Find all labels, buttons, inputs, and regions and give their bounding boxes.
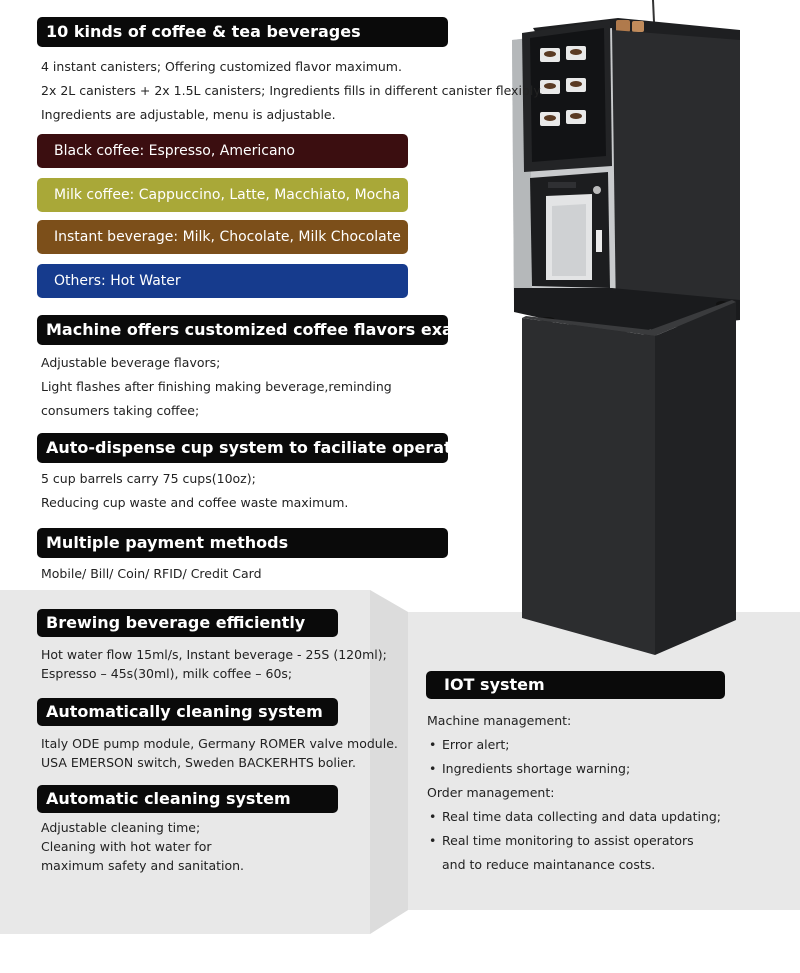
- cleaning-line-1: Adjustable cleaning time;: [41, 820, 201, 835]
- iot-bullet-monitoring-continued: and to reduce maintanance costs.: [442, 857, 656, 872]
- beverages-line-1: 4 instant canisters; Offering customized flavor maximum.: [41, 59, 402, 74]
- cups-line-2: Reducing cup waste and coffee waste maximum.: [41, 495, 349, 510]
- flavors-heading: Machine offers customized coffee flavors exactly: [37, 315, 448, 345]
- flavors-line-2: Light flashes after finishing making beverage,reminding: [41, 379, 392, 394]
- cleaning-description: [41, 818, 244, 875]
- category-black-coffee: Black coffee: Espresso, Americano: [37, 134, 408, 168]
- iot-order-management: Order management:: [427, 785, 555, 800]
- flavors-description: [41, 351, 392, 423]
- category-instant-beverage: Instant beverage: Milk, Chocolate, Milk Chocolate: [37, 220, 408, 254]
- iot-bullet-error-alert: • Error alert;: [427, 733, 721, 757]
- brewing-heading: Brewing beverage efficiently: [37, 609, 338, 637]
- iot-description: [427, 709, 721, 877]
- beverages-description: [41, 55, 543, 127]
- brewing-line-2: Espresso – 45s(30ml), milk coffee – 60s;: [41, 666, 293, 681]
- beverages-heading: 10 kinds of coffee & tea beverages: [37, 17, 448, 47]
- iot-heading: IOT system: [426, 671, 725, 699]
- iot-bullet-shortage-warning: • Ingredients shortage warning;: [427, 757, 721, 781]
- coffee-vending-machine-image: [500, 0, 800, 680]
- beverages-line-2: 2x 2L canisters + 2x 1.5L canisters; Ingredients fills in different canister flexibly.: [41, 83, 543, 98]
- cleaning-system-description: [41, 734, 398, 772]
- payment-description: [41, 562, 262, 586]
- cleaning-line-2: Cleaning with hot water for: [41, 839, 212, 854]
- iot-bullet-data-collecting: • Real time data collecting and data updating;: [427, 805, 721, 829]
- category-milk-coffee: Milk coffee: Cappuccino, Latte, Macchiato, Mocha: [37, 178, 408, 212]
- cups-heading: Auto-dispense cup system to faciliate operation: [37, 433, 448, 463]
- flavors-line-3: consumers taking coffee;: [41, 403, 200, 418]
- cleaning-system-line-2: USA EMERSON switch, Sweden BACKERHTS bolier.: [41, 755, 356, 770]
- iot-machine-management: Machine management:: [427, 713, 572, 728]
- brewing-description: [41, 645, 387, 683]
- brewing-line-1: Hot water flow 15ml/s, Instant beverage - 25S (120ml);: [41, 647, 387, 662]
- category-others: Others: Hot Water: [37, 264, 408, 298]
- cleaning-heading: Automatic cleaning system: [37, 785, 338, 813]
- beverages-line-3: Ingredients are adjustable, menu is adjustable.: [41, 107, 336, 122]
- iot-bullet-monitoring: • Real time monitoring to assist operators: [427, 829, 721, 853]
- payment-heading: Multiple payment methods: [37, 528, 448, 558]
- cleaning-line-3: maximum safety and sanitation.: [41, 858, 245, 873]
- cups-description: [41, 467, 348, 515]
- cleaning-system-heading: Automatically cleaning system: [37, 698, 338, 726]
- flavors-line-1: Adjustable beverage flavors;: [41, 355, 221, 370]
- cleaning-system-line-1: Italy ODE pump module, Germany ROMER valve module.: [41, 736, 398, 751]
- cups-line-1: 5 cup barrels carry 75 cups(10oz);: [41, 471, 256, 486]
- payment-line-1: Mobile/ Bill/ Coin/ RFID/ Credit Card: [41, 566, 262, 581]
